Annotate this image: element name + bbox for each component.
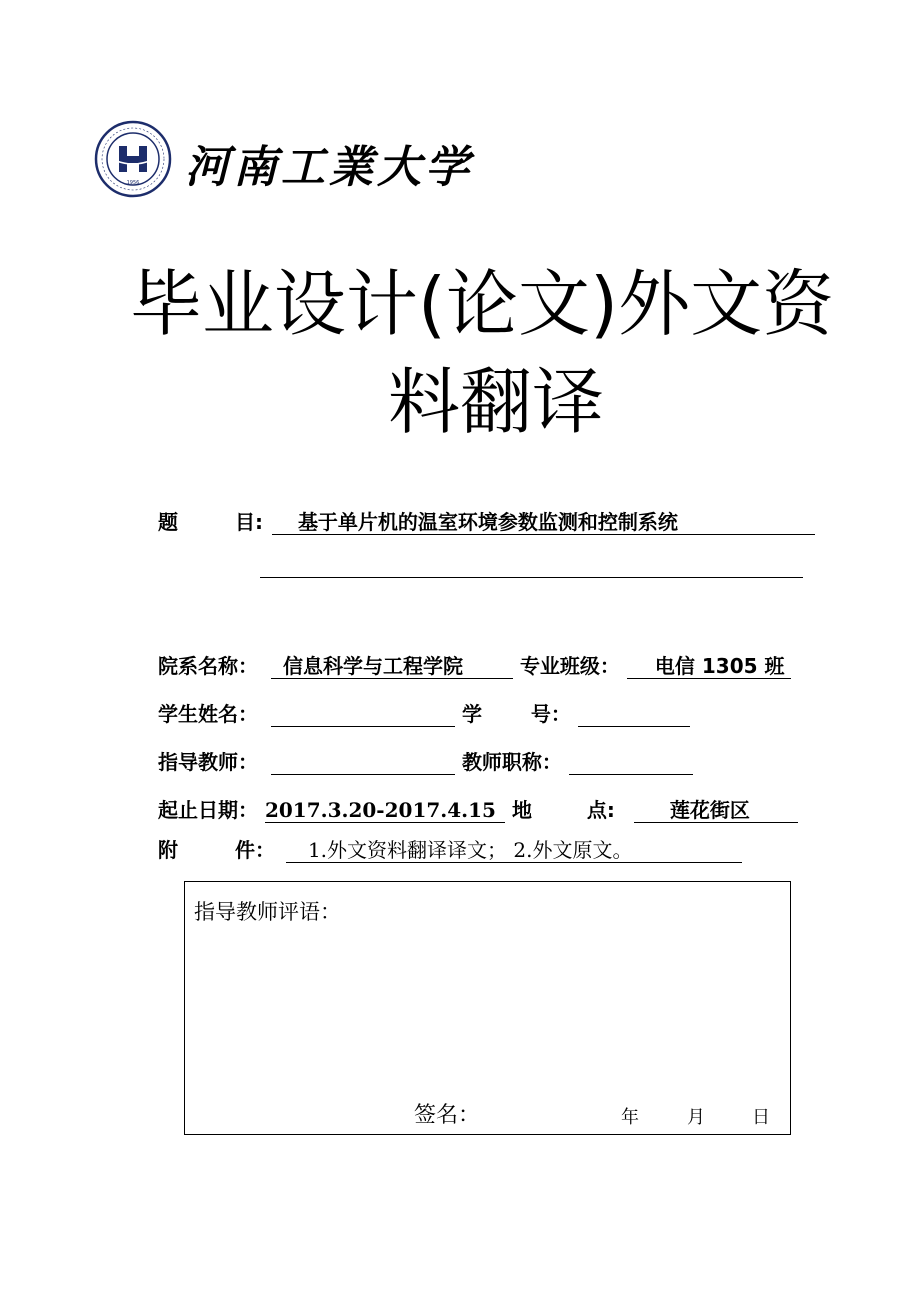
department-value: 信息科学与工程学院 <box>282 654 463 678</box>
topic-field[interactable] <box>272 510 815 535</box>
topic-field-line-2[interactable] <box>260 577 803 578</box>
department-row <box>158 654 791 680</box>
advisor-label: 指导教师： <box>158 750 258 774</box>
date-year-label: 年 <box>621 1107 639 1128</box>
topic-row <box>158 510 815 536</box>
date-month-label: 月 <box>687 1107 705 1128</box>
svg-text:1956: 1956 <box>126 180 140 186</box>
class-field[interactable] <box>627 654 791 679</box>
department-label: 院系名称： <box>158 654 258 678</box>
advisor-row <box>158 750 693 776</box>
class-label: 专业班级： <box>519 654 620 678</box>
signature-label: 签名： <box>414 1103 481 1128</box>
attach-label-1: 附 <box>158 838 178 862</box>
period-row <box>158 798 798 824</box>
date-day-label: 日 <box>752 1107 770 1128</box>
attachment-row <box>158 838 742 864</box>
id-label-1: 学 <box>461 702 482 726</box>
document-title-line-1: 毕业设计(论文)外文资 <box>129 262 835 346</box>
advisor-title-field[interactable] <box>569 750 693 775</box>
period-value: 2017.3.20-2017.4.15 <box>264 798 496 822</box>
document-title-line-2: 料翻译 <box>387 360 604 444</box>
period-label: 起止日期： <box>158 798 258 822</box>
class-value: 电信 1305 班 <box>654 654 785 678</box>
period-field[interactable] <box>265 798 505 823</box>
advisor-title-label: 教师职称： <box>461 750 562 774</box>
student-name-field[interactable] <box>271 702 455 727</box>
topic-label: 题 <box>158 510 178 534</box>
university-logo <box>94 120 172 198</box>
id-label-2: 号： <box>530 702 571 726</box>
department-field[interactable] <box>271 654 513 679</box>
student-id-field[interactable] <box>578 702 690 727</box>
attachment-field[interactable] <box>286 838 742 863</box>
school-name: 河南工業大学 <box>185 142 473 193</box>
advisor-comment-label: 指导教师评语： <box>194 900 341 924</box>
attachment-value: 1.外文资料翻译译文； 2.外文原文。 <box>307 838 633 862</box>
student-label: 学生姓名： <box>158 702 258 726</box>
topic-value: 基于单片机的温室环境参数监测和控制系统 <box>297 510 678 534</box>
place-value: 莲花街区 <box>669 798 750 822</box>
student-row <box>158 702 690 728</box>
topic-label-2: 目: <box>234 510 263 534</box>
place-field[interactable] <box>634 798 798 823</box>
advisor-field[interactable] <box>271 750 455 775</box>
attach-label-2: 件： <box>234 838 275 862</box>
place-label-2: 点: <box>586 798 615 822</box>
place-label-1: 地 <box>511 798 532 822</box>
